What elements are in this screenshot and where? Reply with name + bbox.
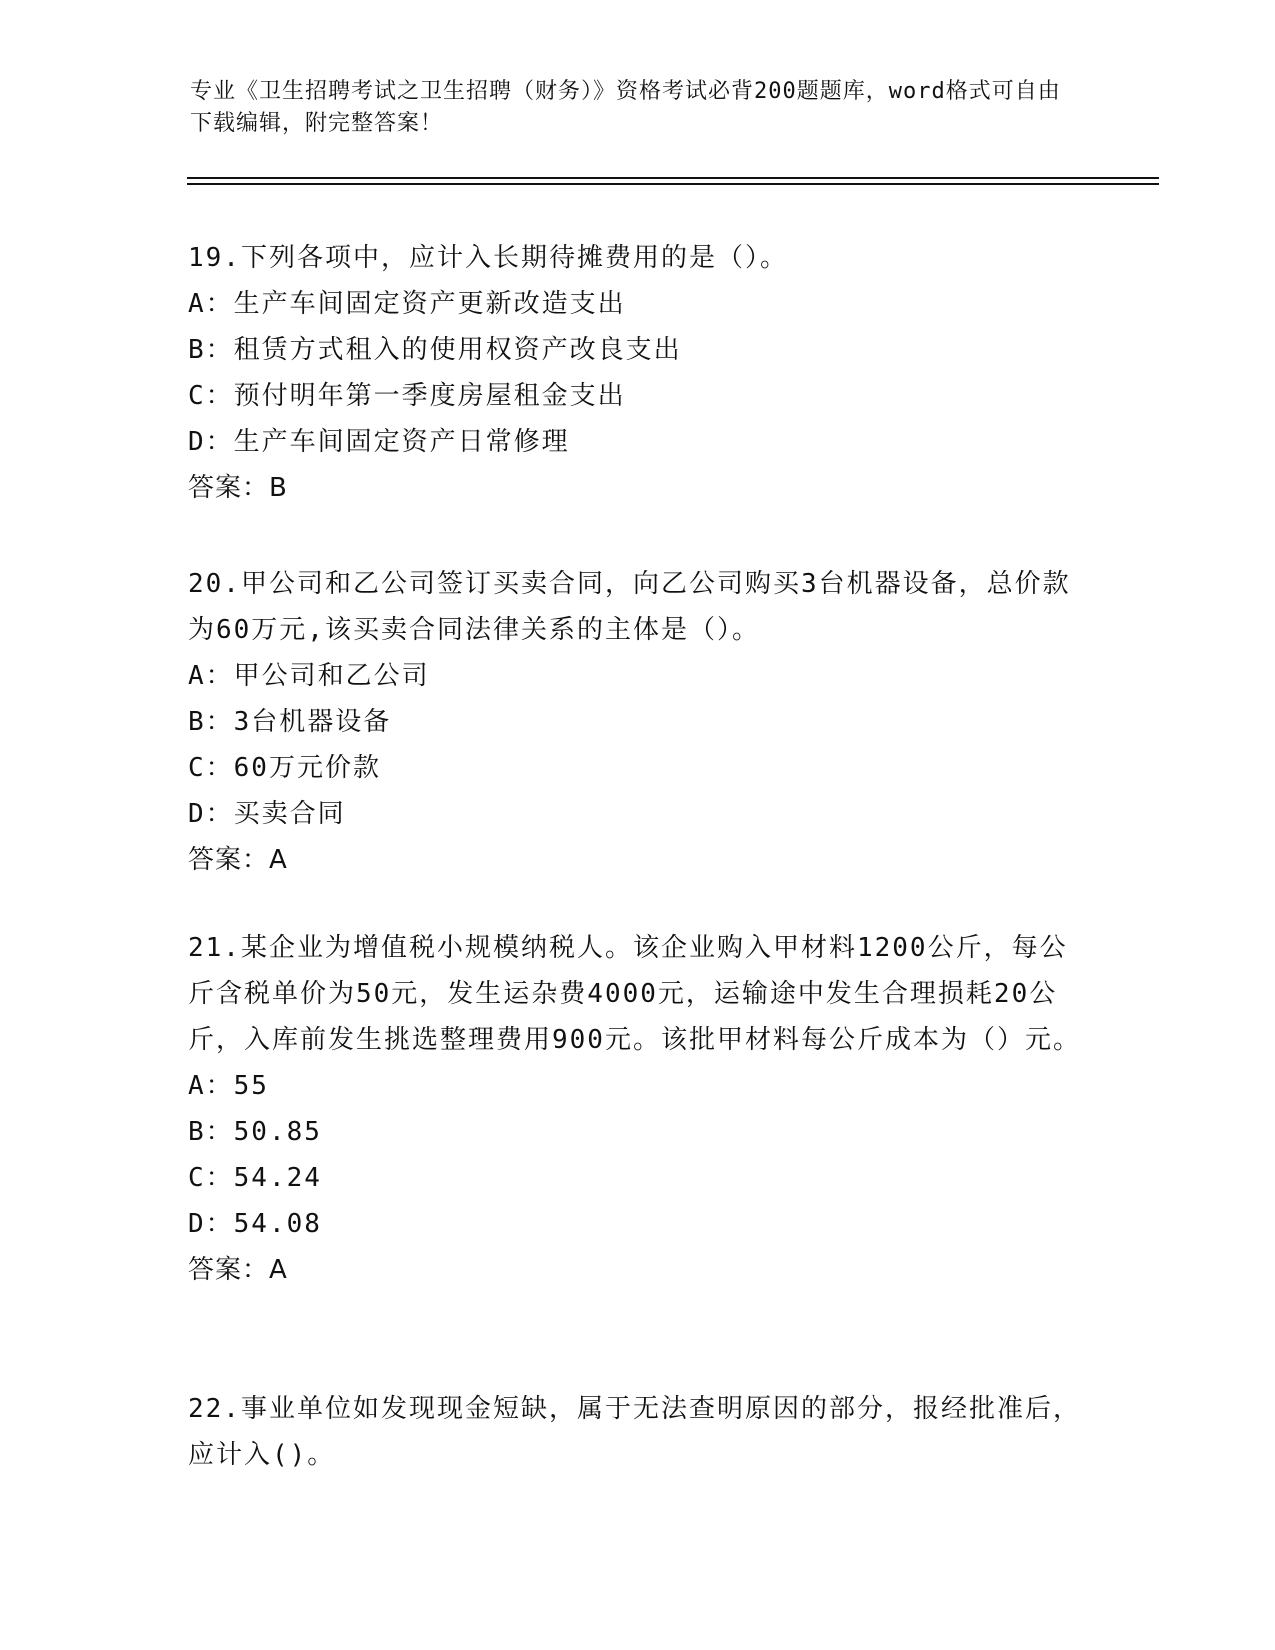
option-d: D：买卖合同 — [188, 799, 346, 829]
header-rule-bottom — [187, 183, 1159, 185]
answer: 答案：A — [188, 1255, 288, 1285]
question-stem: 22.事业单位如发现现金短缺，属于无法查明原因的部分，报经批准后，应计入()。 — [188, 1394, 1081, 1470]
option-b: B：租赁方式租入的使用权资产改良支出 — [188, 335, 682, 365]
question-21 — [188, 925, 1088, 1293]
option-d: D：生产车间固定资产日常修理 — [188, 427, 570, 457]
answer: 答案：A — [188, 845, 288, 875]
option-b: B：3台机器设备 — [188, 707, 392, 737]
answer: 答案：B — [188, 473, 288, 503]
question-stem: 20.甲公司和乙公司签订买卖合同，向乙公司购买3台机器设备，总价款为60万元,该买卖合同法律关系的主体是（）。 — [188, 569, 1071, 645]
document-header: 专业《卫生招聘考试之卫生招聘（财务）》资格考试必背200题题库，word格式可自由下载编辑，附完整答案！ — [190, 79, 1061, 136]
question-stem: 21.某企业为增值税小规模纳税人。该企业购入甲材料1200公斤，每公斤含税单价为50元，发生运杂费4000元，运输途中发生合理损耗20公斤，入库前发生挑选整理费用900元。该批甲材料每公斤成本为（）元。 — [188, 933, 1081, 1055]
option-d: D：54.08 — [188, 1209, 322, 1239]
question-20 — [188, 561, 1088, 883]
option-c: C：60万元价款 — [188, 753, 381, 783]
header-rule-top — [187, 177, 1159, 179]
option-a: A：甲公司和乙公司 — [188, 661, 430, 691]
option-b: B：50.85 — [188, 1117, 322, 1147]
option-a: A：55 — [188, 1071, 269, 1101]
option-c: C：54.24 — [188, 1163, 322, 1193]
question-19 — [188, 235, 1088, 511]
option-c: C：预付明年第一季度房屋租金支出 — [188, 381, 626, 411]
question-22 — [188, 1386, 1088, 1478]
option-a: A：生产车间固定资产更新改造支出 — [188, 289, 626, 319]
question-stem: 19.下列各项中，应计入长期待摊费用的是（）。 — [188, 243, 788, 273]
